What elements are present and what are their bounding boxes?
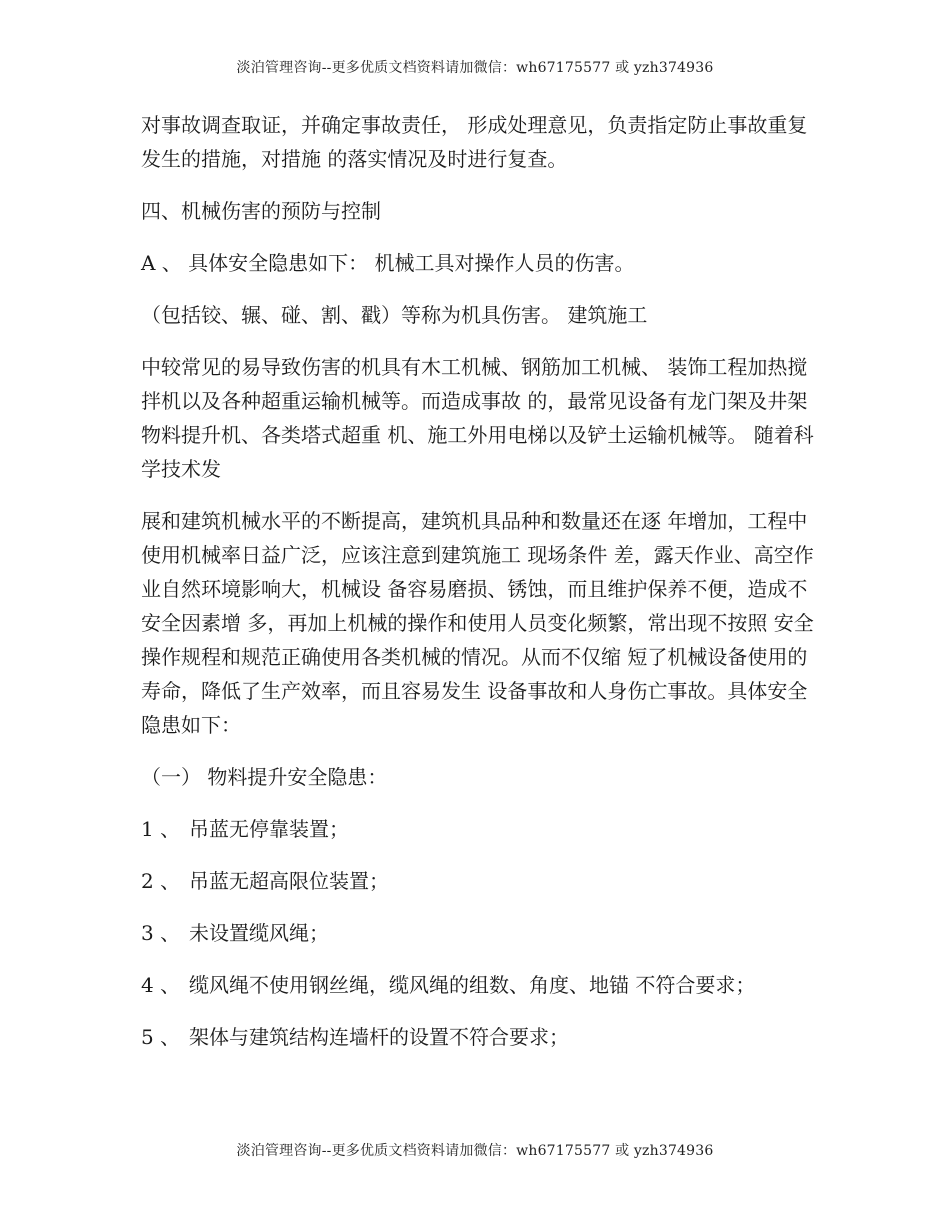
- list-item: [141, 916, 821, 950]
- paragraph: 对事故调查取证，并确定事故责任， 形成处理意见，负责指定防止事故重复发生的措施，对措施 的落实情况及时进行复查。: [141, 113, 808, 171]
- list-item: [141, 1020, 821, 1054]
- document-body: [141, 108, 821, 1072]
- page-footer: 淡泊管理咨询--更多优质文档资料请加微信：wh67175577 或 yzh374936: [236, 1143, 714, 1159]
- list-item-text: 架体与建筑结构连墙杆的设置不符合要求；: [189, 1025, 569, 1049]
- paragraph: A 、 具体安全隐患如下： 机械工具对操作人员的伤害。: [141, 251, 635, 275]
- list-item-text: 缆风绳不使用钢丝绳，缆风绳的组数、角度、地锚 不符合要求；: [189, 973, 756, 997]
- list-item: [141, 864, 821, 898]
- list-item-text: 未设置缆风绳；: [189, 921, 329, 945]
- list-item-number: 4 、: [141, 973, 181, 997]
- paragraph: （包括铰、辗、碰、割、戳）等称为机具伤害。 建筑施工: [141, 303, 648, 327]
- list-item: [141, 812, 821, 846]
- paragraph: 中较常见的易导致伤害的机具有木工机械、钢筋加工机械、 装饰工程加热搅拌机以及各种超重运输机械等。而造成事故 的，最常见设备有龙门架及井架物料提升机、各类塔式超重 机、施工外用电梯以及铲土运输机械等。 随着科学技术发: [141, 355, 814, 481]
- subsection-heading: （一） 物料提升安全隐患：: [141, 765, 388, 789]
- list-item-number: 3 、: [141, 921, 181, 945]
- list-item-number: 2 、: [141, 869, 181, 893]
- section-heading: 四、机械伤害的预防与控制: [141, 199, 381, 223]
- list-item-number: 5 、: [141, 1025, 181, 1049]
- list-item-text: 吊蓝无停靠装置；: [189, 817, 349, 841]
- page-header: 淡泊管理咨询--更多优质文档资料请加微信：wh67175577 或 yzh374936: [236, 60, 714, 76]
- list-item-number: 1 、: [141, 817, 181, 841]
- list-item: [141, 968, 821, 1002]
- paragraph: 展和建筑机械水平的不断提高，建筑机具品种和数量还在逐 年增加，工程中使用机械率日益广泛，应该注意到建筑施工 现场条件 差，露天作业、高空作业自然环境影响大，机械设 备容易磨损、锈蚀，而且维护保养不便，造成不安全因素增 多，再加上机械的操作和使用人员变化频繁，常出现不按照 安全操作规程和规范正确使用各类机械的情况。从而不仅缩 短了机械设备使用的寿命，降低了生产效率，而且容易发生 设备事故和人身伤亡事故。具体安全隐患如下：: [141, 509, 814, 737]
- list-item-text: 吊蓝无超高限位装置；: [189, 869, 389, 893]
